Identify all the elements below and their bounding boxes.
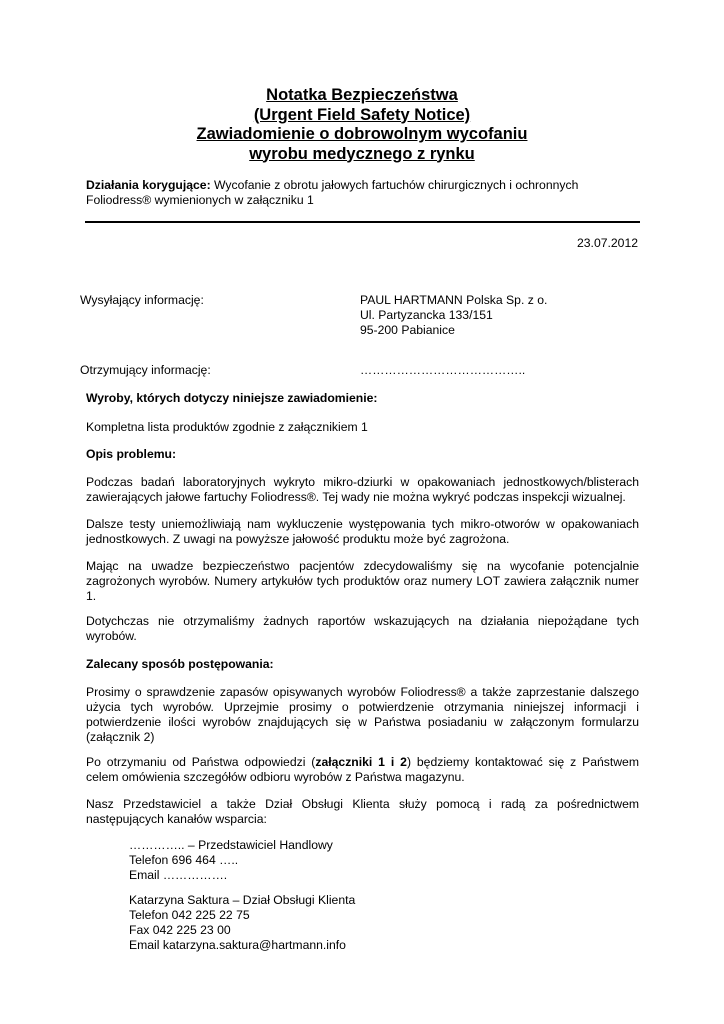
- corrective-action: [86, 178, 646, 208]
- document-date: 23.07.2012: [577, 236, 638, 250]
- problem-heading: Opis problemu:: [86, 447, 177, 461]
- problem-paragraph-4: Dotychczas nie otrzymaliśmy żadnych raportów wskazujących na działania niepożądane tych wyrobów.: [86, 614, 639, 643]
- problem-paragraph-1: Podczas badań laboratoryjnych wykryto mikro-dziurki w opakowaniach jednostkowych/blisterach zawierających jałowe fartuchy Foliodress®. Tej wady nie można wykryć podczas inspekcji wizualnej.: [86, 475, 639, 504]
- sales-rep-line-1: ………….. – Przedstawiciel Handlowy: [129, 838, 333, 852]
- sender-line-1: PAUL HARTMANN Polska Sp. z o.: [360, 293, 548, 307]
- sender-label: Wysyłający informację:: [80, 293, 204, 307]
- customer-service-contact: [129, 893, 355, 953]
- problem-paragraph-3: Mając na uwadze bezpieczeństwo pacjentów zdecydowaliśmy się na wycofanie potencjalnie zagrożonych wyrobów. Numery artykułów tych produktów oraz numery LOT zawiera załącznik numer 1.: [86, 559, 639, 603]
- title-line-4: wyrobu medycznego z rynku: [249, 144, 475, 163]
- procedure-paragraph-2: Po otrzymaniu od Państwa odpowiedzi (załączniki 1 i 2) będziemy kontaktować się z Państwem celem omówienia szczegółów odbioru wyrobów z Państwa magazynu.: [86, 755, 639, 784]
- corrective-action-text-1: Wycofanie z obrotu jałowych fartuchów chirurgicznych i ochronnych: [210, 178, 579, 192]
- sender-line-3: 95-200 Pabianice: [360, 323, 455, 337]
- customer-service-fax: Fax 042 225 23 00: [129, 923, 231, 937]
- sales-rep-phone: Telefon 696 464 …..: [129, 853, 239, 867]
- sales-rep-email: Email …………….: [129, 868, 228, 882]
- title-line-1: Notatka Bezpieczeństwa: [266, 86, 458, 104]
- attachments-reference: załączniki 1 i 2: [315, 755, 407, 769]
- document-title: [0, 86, 724, 164]
- sales-rep-contact: [129, 838, 333, 883]
- customer-service-phone: Telefon 042 225 22 75: [129, 908, 250, 922]
- recipient-value: …………………………………..: [360, 363, 526, 377]
- title-line-2: (Urgent Field Safety Notice): [253, 105, 471, 124]
- procedure-paragraph-3: Nasz Przedstawiciel a także Dział Obsługi Klienta służy pomocą i radą za pośrednictwem następujących kanałów wsparcia:: [86, 797, 639, 826]
- products-text: Kompletna lista produktów zgodnie z załącznikiem 1: [86, 420, 368, 434]
- sender-address: [360, 293, 547, 338]
- procedure-paragraph-1: Prosimy o sprawdzenie zapasów opisywanych wyrobów Foliodress® a także zaprzestanie dalszego użycia tych wyrobów. Uprzejmie prosimy o potwierdzenie otrzymania niniejszej informacji i potwierdzenie ilości wyrobów znajdujących się w Państwa posiadaniu w załączonym formularzu (załącznik 2): [86, 685, 639, 744]
- sender-line-2: Ul. Partyzancka 133/151: [360, 308, 493, 322]
- customer-service-email: Email katarzyna.saktura@hartmann.info: [129, 938, 346, 952]
- procedure-heading: Zalecany sposób postępowania:: [86, 657, 274, 671]
- problem-paragraph-2: Dalsze testy uniemożliwiają nam wykluczenie występowania tych mikro-otworów w opakowaniach jednostkowych. Z uwagi na powyższe jałowość produktu może być zagrożona.: [86, 517, 639, 546]
- corrective-action-text-2: Foliodress® wymienionych w załączniku 1: [86, 193, 314, 207]
- horizontal-rule: [85, 221, 640, 223]
- products-heading: Wyroby, których dotyczy niniejsze zawiadomienie:: [86, 391, 378, 405]
- recipient-label: Otrzymujący informację:: [80, 363, 211, 377]
- customer-service-line-1: Katarzyna Saktura – Dział Obsługi Klienta: [129, 893, 356, 907]
- title-line-3: Zawiadomienie o dobrowolnym wycofaniu: [196, 125, 528, 143]
- corrective-action-label: Działania korygujące:: [86, 178, 211, 192]
